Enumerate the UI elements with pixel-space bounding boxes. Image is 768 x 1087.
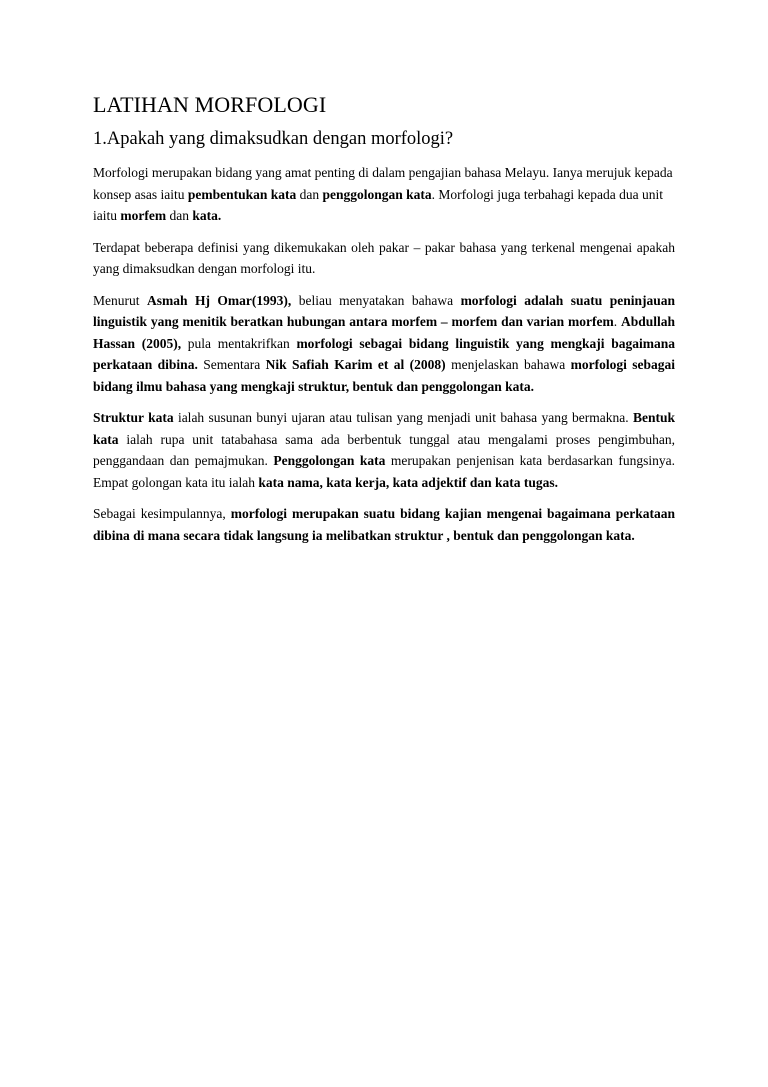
paragraph-3	[93, 290, 675, 398]
bold-text: morfologi sebagai bidang ilmu bahasa yang mengkaji struktur, bentuk dan penggolongan kata.	[93, 357, 676, 394]
paragraph-2	[93, 237, 675, 280]
body-text: Sebagai kesimpulannya,	[93, 506, 231, 521]
body-text: dan	[296, 186, 323, 202]
bold-text: Struktur kata	[93, 410, 174, 425]
paragraph-4	[93, 407, 675, 493]
paragraph-1	[93, 162, 675, 227]
question-heading: 1.Apakah yang dimaksudkan dengan morfologi?	[93, 129, 454, 149]
body-text: beliau menyatakan bahawa	[291, 292, 461, 308]
body-text: Sementara	[197, 357, 266, 372]
bold-text: pembentukan kata	[187, 186, 297, 202]
body-text: . Morfologi juga terbahagi kepada dua unit iaitu	[93, 186, 663, 223]
document-body	[93, 90, 675, 556]
body-text: ialah susunan bunyi ujaran atau tulisan yang menjadi unit bahasa yang bermakna.	[173, 410, 633, 425]
document-title: LATIHAN MORFOLOGI	[93, 92, 327, 117]
body-text: Terdapat beberapa definisi yang dikemukakan oleh pakar – pakar bahasa yang terkenal mengenai apakah yang dimaksudkan dengan morfologi itu.	[93, 239, 675, 276]
body-text: merupakan penjenisan kata berdasarkan fungsinya. Empat golongan kata itu ialah	[93, 453, 675, 490]
bold-text: penggolongan kata	[322, 186, 432, 202]
bold-text: morfologi adalah suatu peninjauan linguistik yang menitik beratkan hubungan antara morfem – morfem dan varian morfem	[93, 292, 676, 329]
bold-text: Nik Safiah Karim et al (2008)	[265, 357, 446, 372]
paragraph-5	[93, 503, 675, 546]
bold-text: Penggolongan kata	[273, 453, 386, 468]
bold-text: kata nama, kata kerja, kata adjektif dan kata tugas.	[258, 474, 558, 490]
bold-text: Bentuk kata	[93, 410, 675, 447]
body-text: dan	[166, 208, 193, 223]
paragraph-list	[93, 162, 675, 546]
bold-text: Abdullah Hassan (2005),	[93, 314, 676, 351]
bold-text: morfem	[120, 208, 167, 223]
body-text: Morfologi merupakan bidang yang amat penting di dalam pengajian bahasa Melayu. Ianya merujuk kepada konsep asas iaitu	[93, 165, 673, 202]
bold-text: Asmah Hj Omar(1993),	[146, 292, 292, 308]
body-text: Menurut	[93, 292, 147, 308]
bold-text: morfologi merupakan suatu bidang kajian mengenai bagaimana perkataan dibina di mana secara tidak langsung ia melibatkan struktur , bentuk dan penggolongan kata.	[93, 506, 676, 543]
body-text: .	[613, 314, 621, 329]
body-text: pula mentakrifkan	[181, 335, 297, 351]
bold-text: kata.	[192, 208, 222, 223]
body-text: menjelaskan bahawa	[445, 357, 571, 372]
bold-text: morfologi sebagai bidang linguistik yang mengkaji bagaimana perkataan dibina.	[93, 335, 675, 372]
body-text: ialah rupa unit tatabahasa sama ada berbentuk tunggal atau mengalami proses pengimbuhan, penggandaan dan pemajmukan.	[93, 431, 675, 468]
